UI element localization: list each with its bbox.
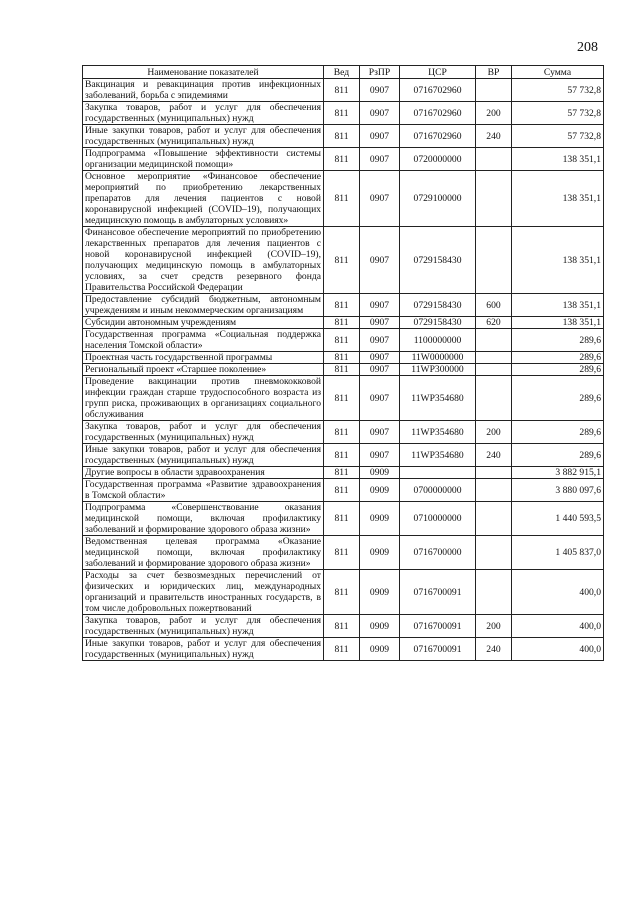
cell-sum: 1 405 837,0 <box>512 536 604 570</box>
cell-csr: 11WP354680 <box>400 421 476 444</box>
cell-name: Подпрограмма «Совершенствование оказания медицинской помощи, включая профилактику заболеваний и формирование здорового образа жизни» <box>83 502 324 536</box>
table-row <box>83 329 604 352</box>
cell-ved: 811 <box>324 102 360 125</box>
table-row <box>83 376 604 421</box>
cell-ved: 811 <box>324 148 360 171</box>
cell-sum: 289,6 <box>512 364 604 376</box>
cell-ved: 811 <box>324 421 360 444</box>
cell-sum: 57 732,8 <box>512 102 604 125</box>
cell-sum: 1 440 593,5 <box>512 502 604 536</box>
cell-ved: 811 <box>324 364 360 376</box>
header-sum: Сумма <box>512 66 604 79</box>
cell-vr <box>476 352 512 364</box>
cell-vr <box>476 148 512 171</box>
cell-rzpr: 0907 <box>360 79 400 102</box>
cell-rzpr: 0909 <box>360 502 400 536</box>
cell-ved: 811 <box>324 376 360 421</box>
table-row <box>83 638 604 661</box>
cell-ved: 811 <box>324 536 360 570</box>
cell-name: Другие вопросы в области здравоохранения <box>83 467 324 479</box>
cell-vr: 240 <box>476 444 512 467</box>
cell-name: Предоставление субсидий бюджетным, автономным учреждениям и иным некоммерческим организациям <box>83 294 324 317</box>
cell-csr: 11WP300000 <box>400 364 476 376</box>
cell-csr: 1100000000 <box>400 329 476 352</box>
cell-ved: 811 <box>324 502 360 536</box>
cell-rzpr: 0909 <box>360 615 400 638</box>
table-row <box>83 317 604 329</box>
cell-rzpr: 0907 <box>360 444 400 467</box>
cell-ved: 811 <box>324 227 360 294</box>
table-row <box>83 148 604 171</box>
cell-vr <box>476 171 512 227</box>
cell-ved: 811 <box>324 570 360 615</box>
cell-csr: 0710000000 <box>400 502 476 536</box>
cell-ved: 811 <box>324 479 360 502</box>
cell-csr: 0729158430 <box>400 294 476 317</box>
cell-rzpr: 0907 <box>360 421 400 444</box>
cell-csr: 0720000000 <box>400 148 476 171</box>
cell-name: Финансовое обеспечение мероприятий по приобретению лекарственных препаратов для лечения пациентов с новой коронавирусной инфекцией (COVID–19), получающих медицинскую помощь в амбулаторных условиях, за счет средств резервного фонда Правительства Российской Федерации <box>83 227 324 294</box>
cell-sum: 289,6 <box>512 421 604 444</box>
cell-ved: 811 <box>324 317 360 329</box>
cell-rzpr: 0909 <box>360 536 400 570</box>
table-row <box>83 467 604 479</box>
cell-vr: 200 <box>476 615 512 638</box>
cell-sum: 138 351,1 <box>512 148 604 171</box>
cell-name: Иные закупки товаров, работ и услуг для обеспечения государственных (муниципальных) нужд <box>83 125 324 148</box>
cell-rzpr: 0909 <box>360 467 400 479</box>
cell-sum: 400,0 <box>512 570 604 615</box>
cell-csr: 0716702960 <box>400 102 476 125</box>
cell-vr <box>476 479 512 502</box>
cell-ved: 811 <box>324 638 360 661</box>
cell-name: Государственная программа «Социальная поддержка населения Томской области» <box>83 329 324 352</box>
cell-name: Подпрограмма «Повышение эффективности системы организации медицинской помощи» <box>83 148 324 171</box>
cell-vr <box>476 227 512 294</box>
cell-ved: 811 <box>324 125 360 148</box>
header-name: Наименование показателей <box>83 66 324 79</box>
cell-rzpr: 0909 <box>360 638 400 661</box>
cell-name: Основное мероприятие «Финансовое обеспечение мероприятий по приобретению лекарственных препаратов для лечения пациентов с новой коронавирусной инфекцией (COVID–19), получающих медицинскую помощь в амбулаторных условиях» <box>83 171 324 227</box>
cell-vr <box>476 329 512 352</box>
cell-csr: 11WP354680 <box>400 444 476 467</box>
table-row <box>83 352 604 364</box>
cell-vr: 200 <box>476 421 512 444</box>
cell-rzpr: 0909 <box>360 479 400 502</box>
cell-rzpr: 0907 <box>360 364 400 376</box>
cell-sum: 3 882 915,1 <box>512 467 604 479</box>
cell-sum: 289,6 <box>512 376 604 421</box>
cell-vr <box>476 536 512 570</box>
cell-rzpr: 0907 <box>360 171 400 227</box>
cell-ved: 811 <box>324 171 360 227</box>
cell-csr: 0716700091 <box>400 615 476 638</box>
cell-vr: 620 <box>476 317 512 329</box>
cell-sum: 138 351,1 <box>512 317 604 329</box>
cell-vr: 240 <box>476 638 512 661</box>
header-rzpr: РзПР <box>360 66 400 79</box>
cell-name: Расходы за счет безвозмездных перечислений от физических и юридических лиц, международных организаций и правительств иностранных государств, в том числе добровольных пожертвований <box>83 570 324 615</box>
cell-name: Иные закупки товаров, работ и услуг для обеспечения государственных (муниципальных) нужд <box>83 444 324 467</box>
cell-sum: 57 732,8 <box>512 125 604 148</box>
cell-vr <box>476 364 512 376</box>
table-row <box>83 125 604 148</box>
cell-rzpr: 0907 <box>360 102 400 125</box>
table-row <box>83 364 604 376</box>
cell-name: Проектная часть государственной программы <box>83 352 324 364</box>
header-ved: Вед <box>324 66 360 79</box>
cell-csr: 0729158430 <box>400 227 476 294</box>
cell-vr <box>476 376 512 421</box>
table-row <box>83 615 604 638</box>
cell-csr <box>400 467 476 479</box>
cell-vr: 600 <box>476 294 512 317</box>
cell-rzpr: 0907 <box>360 148 400 171</box>
cell-rzpr: 0907 <box>360 294 400 317</box>
cell-sum: 400,0 <box>512 615 604 638</box>
cell-name: Закупка товаров, работ и услуг для обеспечения государственных (муниципальных) нужд <box>83 102 324 125</box>
cell-csr: 11WP354680 <box>400 376 476 421</box>
table-row <box>83 421 604 444</box>
cell-sum: 57 732,8 <box>512 79 604 102</box>
cell-csr: 0716700091 <box>400 638 476 661</box>
header-vr: ВР <box>476 66 512 79</box>
cell-ved: 811 <box>324 352 360 364</box>
cell-csr: 0716702960 <box>400 125 476 148</box>
cell-csr: 0729100000 <box>400 171 476 227</box>
table-row <box>83 570 604 615</box>
table-row <box>83 171 604 227</box>
budget-table <box>82 65 604 661</box>
cell-sum: 3 880 097,6 <box>512 479 604 502</box>
cell-rzpr: 0907 <box>360 227 400 294</box>
cell-ved: 811 <box>324 294 360 317</box>
cell-name: Региональный проект «Старшее поколение» <box>83 364 324 376</box>
table-row <box>83 294 604 317</box>
table-row <box>83 227 604 294</box>
cell-vr: 200 <box>476 102 512 125</box>
cell-csr: 11W0000000 <box>400 352 476 364</box>
cell-csr: 0700000000 <box>400 479 476 502</box>
cell-name: Проведение вакцинации против пневмококковой инфекции граждан старше трудоспособного возраста из групп риска, проживающих в организациях социального обслуживания <box>83 376 324 421</box>
header-csr: ЦСР <box>400 66 476 79</box>
table-row <box>83 102 604 125</box>
cell-sum: 138 351,1 <box>512 227 604 294</box>
cell-vr <box>476 79 512 102</box>
cell-name: Вакцинация и ревакцинация против инфекционных заболеваний, борьба с эпидемиями <box>83 79 324 102</box>
cell-ved: 811 <box>324 329 360 352</box>
table-row <box>83 502 604 536</box>
cell-name: Иные закупки товаров, работ и услуг для обеспечения государственных (муниципальных) нужд <box>83 638 324 661</box>
cell-ved: 811 <box>324 615 360 638</box>
cell-sum: 138 351,1 <box>512 171 604 227</box>
cell-sum: 289,6 <box>512 352 604 364</box>
cell-vr: 240 <box>476 125 512 148</box>
cell-name: Государственная программа «Развитие здравоохранения в Томской области» <box>83 479 324 502</box>
cell-rzpr: 0907 <box>360 329 400 352</box>
cell-sum: 289,6 <box>512 329 604 352</box>
cell-rzpr: 0907 <box>360 352 400 364</box>
cell-sum: 289,6 <box>512 444 604 467</box>
cell-name: Ведомственная целевая программа «Оказание медицинской помощи, включая профилактику заболеваний и формирование здорового образа жизни» <box>83 536 324 570</box>
cell-rzpr: 0909 <box>360 570 400 615</box>
cell-vr <box>476 570 512 615</box>
table-row <box>83 536 604 570</box>
cell-ved: 811 <box>324 467 360 479</box>
header-row <box>83 66 604 79</box>
cell-name: Закупка товаров, работ и услуг для обеспечения государственных (муниципальных) нужд <box>83 615 324 638</box>
cell-csr: 0716700000 <box>400 536 476 570</box>
cell-rzpr: 0907 <box>360 376 400 421</box>
cell-vr <box>476 467 512 479</box>
cell-name: Закупка товаров, работ и услуг для обеспечения государственных (муниципальных) нужд <box>83 421 324 444</box>
cell-rzpr: 0907 <box>360 125 400 148</box>
table-body <box>83 79 604 661</box>
cell-csr: 0729158430 <box>400 317 476 329</box>
cell-sum: 400,0 <box>512 638 604 661</box>
cell-vr <box>476 502 512 536</box>
cell-rzpr: 0907 <box>360 317 400 329</box>
table-row <box>83 479 604 502</box>
table-row <box>83 444 604 467</box>
table-row <box>83 79 604 102</box>
page-number: 208 <box>577 40 598 55</box>
cell-sum: 138 351,1 <box>512 294 604 317</box>
cell-csr: 0716702960 <box>400 79 476 102</box>
cell-ved: 811 <box>324 79 360 102</box>
cell-csr: 0716700091 <box>400 570 476 615</box>
cell-ved: 811 <box>324 444 360 467</box>
cell-name: Субсидии автономным учреждениям <box>83 317 324 329</box>
